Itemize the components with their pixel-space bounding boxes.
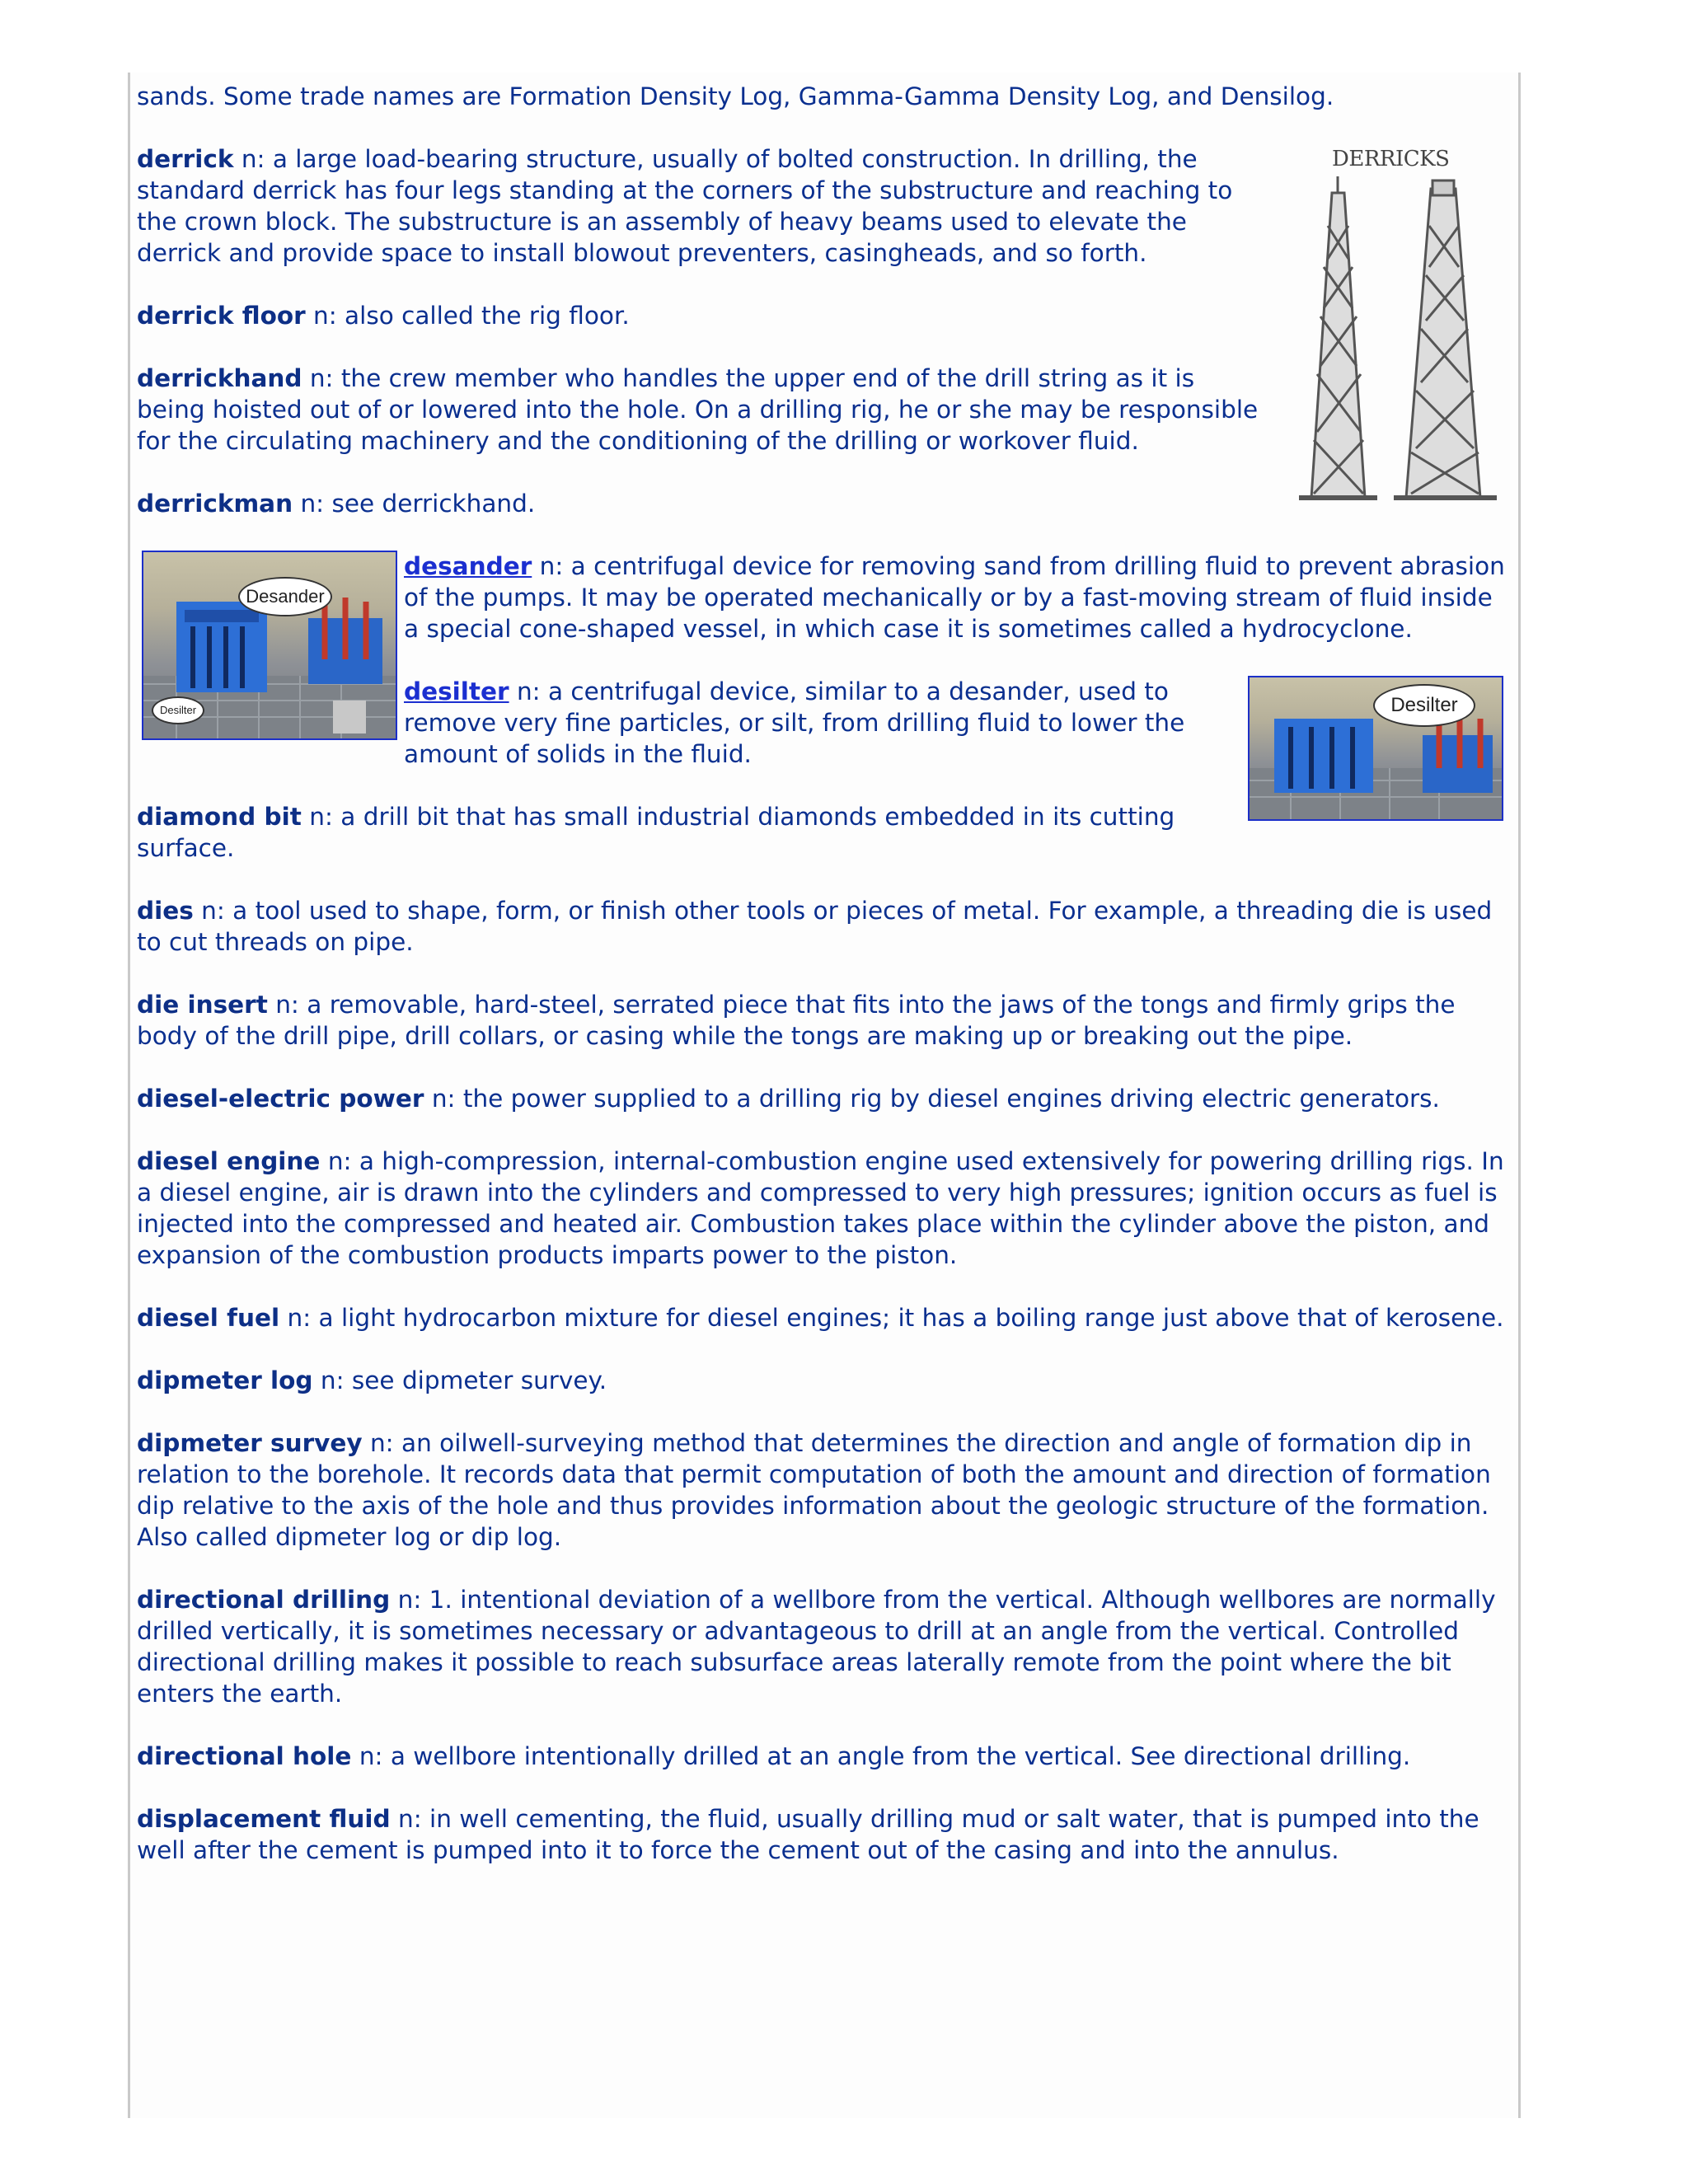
term-directional-drilling: directional drilling: [137, 1586, 391, 1614]
term-dipmeter-survey: dipmeter survey: [137, 1429, 363, 1457]
def-derrickman: n: see derrickhand.: [293, 490, 536, 518]
derrick-group: [137, 143, 1505, 551]
def-directional-hole: n: a wellbore intentionally drilled at an angle from the vertical. See directional drilling.: [351, 1742, 1411, 1770]
desander-group: [137, 551, 1505, 864]
entry-dipmeter-log: [137, 1365, 1505, 1396]
entry-displacement-fluid: [137, 1803, 1505, 1866]
term-diesel-electric-power: diesel-electric power: [137, 1085, 424, 1113]
desander-photo[interactable]: [142, 551, 397, 740]
term-derrick-floor: derrick floor: [137, 302, 306, 330]
entry-dies: [137, 895, 1505, 958]
term-displacement-fluid: displacement fluid: [137, 1805, 391, 1833]
link-desilter[interactable]: desilter: [404, 677, 509, 705]
def-dipmeter-survey: n: an oilwell-surveying method that determines the direction and angle of formation dip in relation to the borehole. It records data that permit computation of both the amount and direction of formation dip relative to the axis of the hole and thus provides information about the geologic structure of the formation. Also called dipmeter log or dip log.: [137, 1429, 1491, 1551]
glossary-page: [128, 73, 1521, 2118]
entry-diesel-fuel: [137, 1302, 1505, 1333]
entry-directional-drilling: [137, 1584, 1505, 1709]
term-dies: dies: [137, 897, 194, 925]
def-derrickhand: n: the crew member who handles the upper end of the drill string as it is being hoisted out of or lowered into the hole. On a drilling rig, he or she may be responsible for the circulating machinery and the conditioning of the drilling or workover fluid.: [137, 364, 1259, 455]
term-diesel-engine: diesel engine: [137, 1147, 321, 1175]
def-desander: n: a centrifugal device for removing sand from drilling fluid to prevent abrasion of the pumps. It may be operated mechanically or by a fast-moving stream of fluid inside a special cone-shaped vessel, in which case it is sometimes called a hydrocyclone.: [404, 552, 1505, 643]
def-displacement-fluid: n: in well cementing, the fluid, usually drilling mud or salt water, that is pumped into the well after the cement is pumped into it to force the cement out of the casing and into the annulus.: [137, 1805, 1479, 1864]
term-directional-hole: directional hole: [137, 1742, 352, 1770]
entry-dipmeter-survey: [137, 1427, 1505, 1553]
desilter-bubble: Desilter: [1373, 684, 1475, 727]
link-desander[interactable]: desander: [404, 552, 532, 580]
def-desilter: n: a centrifugal device, similar to a desander, used to remove very fine particles, or silt, from drilling fluid to lower the amount of solids in the fluid.: [404, 677, 1185, 768]
def-directional-drilling: n: 1. intentional deviation of a wellbore from the vertical. Although wellbores are normally drilled vertically, it is sometimes necessary or advantageous to drill at an angle from the vertical. Controlled directional drilling makes it possible to reach subsurface areas laterally remote from the point where the bit enters the earth.: [137, 1586, 1496, 1708]
term-die-insert: die insert: [137, 991, 268, 1019]
intro-paragraph: sands. Some trade names are Formation Density Log, Gamma-Gamma Density Log, and Densilog.: [137, 82, 1334, 110]
def-diesel-electric-power: n: the power supplied to a drilling rig by diesel engines driving electric generators.: [424, 1085, 1440, 1113]
term-diesel-fuel: diesel fuel: [137, 1304, 280, 1332]
def-derrick-floor: n: also called the rig floor.: [305, 302, 630, 330]
derricks-caption: DERRICKS: [1332, 147, 1450, 171]
glossary-content: [137, 81, 1505, 1897]
entry-directional-hole: [137, 1741, 1505, 1772]
term-derrickhand: derrickhand: [137, 364, 302, 392]
derrick-towers-illustration: [1282, 143, 1505, 506]
def-derrick: n: a large load-bearing structure, usually of bolted construction. In drilling, the standard derrick has four legs standing at the corners of the substructure and reaching to the crown block. The substructure is an assembly of heavy beams used to elevate the derrick and provide space to install blowout preventers, casingheads, and so forth.: [137, 145, 1233, 267]
desilter-photo[interactable]: [1248, 676, 1503, 821]
entry-diesel-electric-power: [137, 1083, 1505, 1114]
def-dies: n: a tool used to shape, form, or finish other tools or pieces of metal. For example, a threading die is used to cut threads on pipe.: [137, 897, 1493, 956]
derricks-figure: [1282, 143, 1505, 506]
term-derrickman: derrickman: [137, 490, 293, 518]
desander-bubble: Desander: [238, 577, 332, 616]
entry-diesel-engine: [137, 1146, 1505, 1271]
def-dipmeter-log: n: see dipmeter survey.: [312, 1366, 607, 1394]
def-die-insert: n: a removable, hard-steel, serrated piece that fits into the jaws of the tongs and firmly grips the body of the drill pipe, drill collars, or casing while the tongs are making up or breaking out the pipe.: [137, 991, 1456, 1050]
term-dipmeter-log: dipmeter log: [137, 1366, 313, 1394]
def-diesel-fuel: n: a light hydrocarbon mixture for diesel engines; it has a boiling range just above that of kerosene.: [279, 1304, 1504, 1332]
def-diamond-bit: n: a drill bit that has small industrial diamonds embedded in its cutting surface.: [137, 803, 1175, 862]
def-diesel-engine: n: a high-compression, internal-combustion engine used extensively for powering drilling rigs. In a diesel engine, air is drawn into the cylinders and compressed to very high pressures; ignition occurs as fuel is injected into the compressed and heated air. Combustion takes place within the cylinder above the piston, and expansion of the combustion products imparts power to the piston.: [137, 1147, 1504, 1269]
desilter-small-bubble: Desilter: [152, 696, 204, 724]
term-derrick: derrick: [137, 145, 234, 173]
term-diamond-bit: diamond bit: [137, 803, 302, 831]
entry-die-insert: [137, 989, 1505, 1052]
